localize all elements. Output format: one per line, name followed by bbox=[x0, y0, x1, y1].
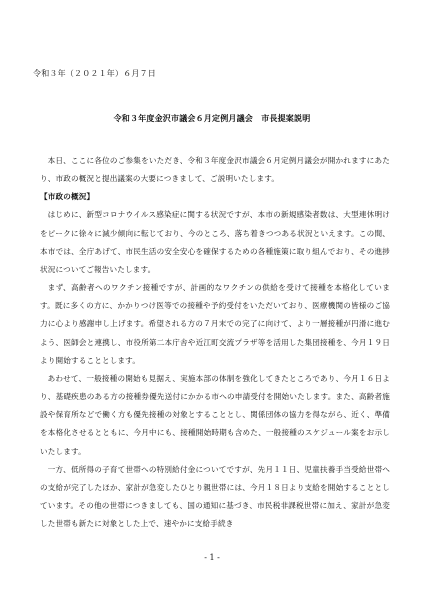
page-number: - 1 - bbox=[204, 553, 220, 562]
paragraph-benefits: 一方、低所得の子育て世帯への特別給付金についてですが、先月１１日、児童扶養手当受給世帯への支給が完了したほか、家計が急変したひとり親世帯には、今月１８日より支給を開始することとしています。その他の世帯につきましても、国の通知に基づき、市民税非課税世帯に加え、家計が急変した世帯も新たに対象とした上で、速やかに支給手続き bbox=[40, 464, 390, 529]
paragraph-vaccination: まず、高齢者へのワクチン接種ですが、計画的なワクチンの供給を受けて接種を本格化しています。既に多くの方に、かかりつけ医等での接種や予約受付をいただいており、医療機関の皆様のご協力に心より感謝申し上げます。希望される方の７月末での完了に向けて、より一層接種が円滑に進むよう、医師会と連携し、市役所第二本庁舎や近江町交流プラザ等を活用した集団接種を、今月１９日より開始することとします。 bbox=[40, 283, 390, 365]
paragraph-general-vaccination: あわせて、一般接種の開始も見据え、実施本部の体制を強化してきたところであり、今月１６日より、基礎疾患のある方の接種券優先送付にかかる市への申請受付を開始いたします。また、高齢者施設や保育所などで働く方も優先接種の対象とすることとし、関係団体の協力を得ながら、近く、準備を本格化させるとともに、今月中にも、接種開始時期も含めた、一般接種のスケジュール案をお示しいたします。 bbox=[40, 373, 390, 456]
paragraph-intro: 本日、ここに各位のご参集をいただき、令和３年度金沢市議会６月定例月議会が開かれますにあたり、市政の概況と提出議案の大要につきまして、ご説明いたします。 bbox=[40, 156, 390, 184]
section-heading: 【市政の概況】 bbox=[40, 192, 95, 202]
paragraph-covid-status: はじめに、新型コロナウイルス感染症に関する状況ですが、本市の新規感染者数は、大型連休明けをピークに徐々に減少傾向に転じており、今のところ、落ち着きつつある状況といえます。この間、本市では、全庁あげて、市民生活の安全安心を確保するための各種施策に取り組んでおり、その進捗状況についてご報告いたします。 bbox=[40, 210, 390, 274]
document-body bbox=[40, 152, 390, 533]
document-date: 令和３年（２０２１年）６月７日 bbox=[33, 69, 156, 78]
document-title: 令和３年度金沢市議会６月定例月議会 市長提案説明 bbox=[113, 114, 311, 123]
